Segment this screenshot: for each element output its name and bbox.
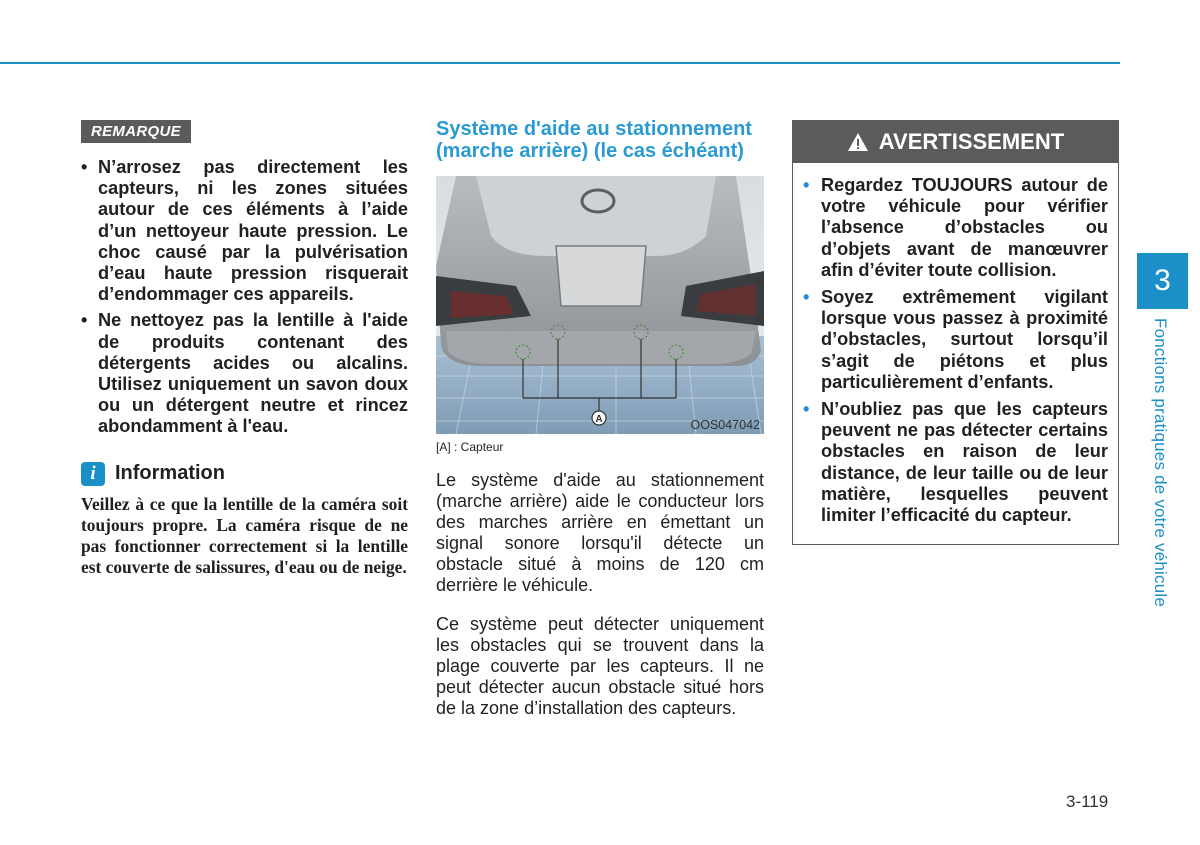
figure-caption: [A] : Capteur	[436, 440, 504, 454]
middle-column	[436, 118, 764, 737]
body-paragraph: Le système d'aide au stationnement (marche arrière) aide le conducteur lors des marches arrière en émettant un signal sonore lorsqu'il détecte un obstacle situé à moins de 120 cm derrière le véhicule.	[436, 470, 764, 595]
remarque-label: REMARQUE	[81, 120, 191, 143]
chapter-title: Fonctions pratiques de votre véhicule	[1151, 318, 1170, 608]
remarque-list	[81, 157, 408, 438]
body-paragraph: Ce système peut détecter uniquement les obstacles qui se trouvent dans la plage couverte par les capteurs. Il ne peut détecter aucun obstacle situé hors de la zone d’installation des capteurs.	[436, 614, 764, 718]
warning-box	[792, 120, 1119, 545]
top-rule	[0, 62, 1120, 64]
chapter-number-tab: 3	[1137, 253, 1188, 309]
warning-header	[793, 121, 1118, 163]
warning-title: AVERTISSEMENT	[878, 129, 1065, 154]
info-icon: i	[81, 462, 105, 486]
remarque-item: • N’arrosez pas directement les capteurs, ni les zones situées autour de ces éléments à l’aide d’un nettoyeur haute pression. Le choc causé par la pulvérisation d’eau haute pression risquerait d’endommager ces appareils.	[81, 157, 408, 305]
warning-triangle-icon	[847, 132, 869, 152]
warning-item: • N’oubliez pas que les capteurs peuvent ne pas détecter certains obstacles en raison de leur distance, de leur taille ou de leur matière, lesquelles peuvent limiter l’efficacité du capteur.	[803, 399, 1108, 526]
warning-item: • Regardez TOUJOURS autour de votre véhicule pour vérifier l’absence d’obstacles ou d’objets avant de manœuvrer afin d’éviter toute collision.	[803, 175, 1108, 281]
remarque-item: • Ne nettoyez pas la lentille à l'aide de produits contenant des détergents acides ou alcalins. Utilisez uniquement un savon doux ou un détergent neutre et rincez abondamment à l'eau.	[81, 310, 408, 437]
information-body: Veillez à ce que la lentille de la caméra soit toujours propre. La caméra risque de ne pas fonctionner correctement si la lentille est couverte de salissures, d'eau ou de neige.	[81, 493, 408, 577]
parking-sensor-figure	[436, 176, 764, 434]
section-title: Système d'aide au stationnement (marche arrière) (le cas échéant)	[436, 118, 752, 162]
left-column	[81, 120, 408, 578]
figure-label-a: A	[595, 414, 603, 425]
information-header	[81, 462, 408, 486]
page-number: 3-119	[1066, 792, 1109, 811]
warning-body	[793, 163, 1118, 544]
warning-item: • Soyez extrêmement vigilant lorsque vous passez à proximité d’obstacles, surtout lorsqu’il s’agit de piétons et plus particulièrement d’enfants.	[803, 287, 1108, 393]
car-rear-illustration	[436, 176, 764, 434]
information-title: Information	[115, 462, 225, 485]
figure-code: OOS047042	[690, 418, 760, 432]
